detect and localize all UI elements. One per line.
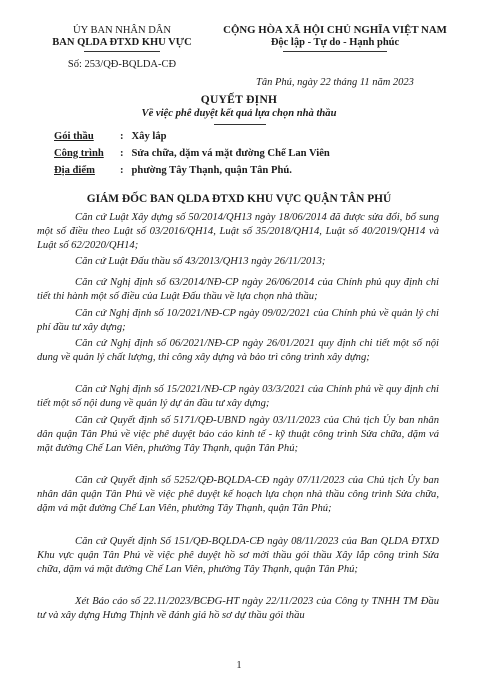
legal-basis-paragraph: Căn cứ Nghị định số 63/2014/NĐ-CP ngày 26/06/2014 của Chính phủ quy định chi tiết thi hành một số điều của Luật Đấu thầu về lựa chọn nhà thầu;	[37, 277, 439, 303]
info-row-location: Địa điểm : phường Tây Thạnh, quận Tân Phú.	[54, 165, 292, 176]
decision-subtitle: Về việc phê duyệt kết quả lựa chọn nhà thầu	[141, 108, 337, 119]
subtitle-underline	[214, 124, 266, 125]
agency-parent: ỦY BAN NHÂN DÂN	[73, 25, 171, 36]
legal-basis-paragraph: Căn cứ Nghị định số 10/2021/NĐ-CP ngày 09/02/2021 của Chính phủ về quản lý chi phí đầu tư xây dựng;	[37, 308, 439, 334]
agency-underline	[84, 51, 160, 52]
info-label: Công trình	[54, 148, 104, 159]
agency-name: BAN QLDA ĐTXD KHU VỰC	[52, 37, 192, 48]
info-value: phường Tây Thạnh, quận Tân Phú.	[131, 165, 292, 176]
legal-basis-paragraph: Căn cứ Nghị định số 06/2021/NĐ-CP ngày 26/01/2021 quy định chi tiết một số nội dung về quản lý chất lượng, thi công xây dựng và bảo trì công trình xây dựng;	[37, 338, 439, 364]
legal-basis-paragraph: Căn cứ Luật Xây dựng số 50/2014/QH13 ngày 18/06/2014 đã được sửa đổi, bổ sung một số điều theo Luật số 03/2016/QH14, Luật số 35/2018/QH14, Luật số 40/2019/QH14 và Luật số 62/2020/QH14;	[37, 212, 439, 252]
info-value: Xây lắp	[131, 131, 167, 142]
info-value: Sửa chữa, dặm vá mặt đường Chế Lan Viên	[131, 148, 330, 159]
document-number: Số: 253/QĐ-BQLDA-CĐ	[67, 59, 177, 70]
page-number: 1	[236, 660, 242, 671]
issuer-heading: GIÁM ĐỐC BAN QLDA ĐTXD KHU VỰC QUẬN TÂN PHÚ	[86, 193, 392, 205]
review-paragraph: Xét Báo cáo số 22.11/2023/BCĐG-HT ngày 22/11/2023 của Công ty TNHH TM Đầu tư và xây dựng Hưng Thịnh về đánh giá hồ sơ dự thầu gói thầu	[37, 596, 439, 622]
info-row-package: Gói thầu : Xây lắp	[54, 131, 167, 142]
legal-basis-paragraph: Căn cứ Quyết định số 5252/QĐ-BQLDA-CĐ ngày 07/11/2023 của Chủ tịch Ủy ban nhân dân quận Tân Phú về việc phê duyệt kế hoạch lựa chọn nhà thầu công trình Sửa chữa, dặm vá mặt đường Chế Lan Viên, phường Tây Thạnh, quận Tân Phú;	[37, 475, 439, 515]
motto-underline	[283, 51, 387, 52]
info-row-project: Công trình : Sửa chữa, dặm vá mặt đường Chế Lan Viên	[54, 148, 330, 159]
decision-title: QUYẾT ĐỊNH	[200, 94, 278, 106]
legal-basis-paragraph: Căn cứ Quyết định Số 151/QĐ-BQLDA-CĐ ngày 08/11/2023 của Ban QLDA ĐTXD Khu vực quận Tân Phú về việc phê duyệt hồ sơ mời thầu gói thầu Xây lắp công trình Sửa chữa, dặm vá mặt đường Chế Lan Viên, phường Tây Thạnh, quận Tân Phú;	[37, 536, 439, 576]
info-label: Địa điểm	[54, 165, 95, 176]
legal-basis-paragraph: Căn cứ Quyết định số 5171/QĐ-UBND ngày 03/11/2023 của Chủ tịch Ủy ban nhân dân quận Tân Phú về việc phê duyệt báo cáo kinh tế - kỹ thuật công trình Sửa chữa, dặm vá mặt đường Chế Lan Viên, phường Tây Thạnh, quận Tân Phú;	[37, 415, 439, 455]
legal-basis-paragraph: Căn cứ Nghị định số 15/2021/NĐ-CP ngày 03/3/2021 của Chính phủ về quy định chi tiết một số nội dung về quản lý dự án đầu tư xây dựng;	[37, 384, 439, 410]
national-title: CỘNG HÒA XÃ HỘI CHỦ NGHĨA VIỆT NAM	[223, 24, 447, 36]
place-date: Tân Phú, ngày 22 tháng 11 năm 2023	[256, 77, 414, 88]
legal-basis-paragraph: Căn cứ Luật Đấu thầu số 43/2013/QH13 ngày 26/11/2013;	[75, 256, 326, 267]
info-label: Gói thầu	[54, 131, 94, 142]
national-motto: Độc lập - Tự do - Hạnh phúc	[270, 37, 400, 48]
